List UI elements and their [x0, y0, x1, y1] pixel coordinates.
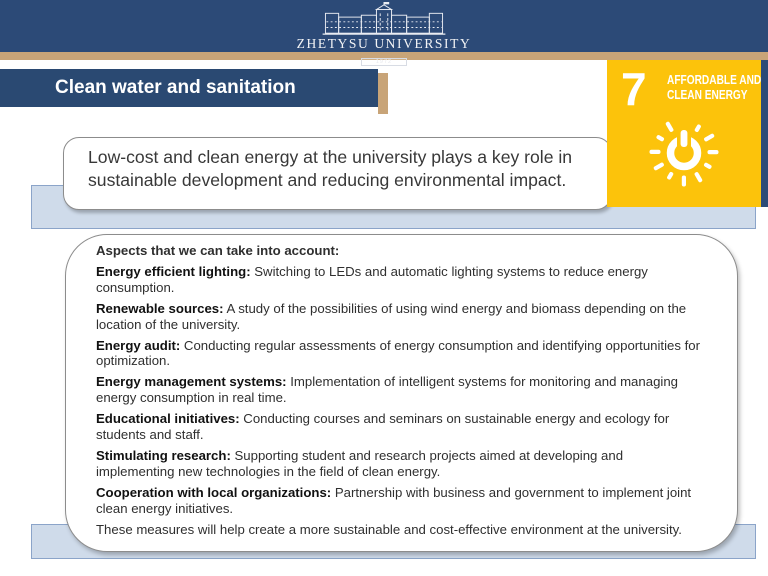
content-item — [96, 338, 701, 370]
title-bar-shadow — [378, 73, 388, 114]
content-item — [96, 522, 701, 538]
sdg-label-line1: AFFORDABLE AND — [667, 72, 762, 87]
item-text: A study of the possibilities of using wind energy and biomass depending on the location of the university. — [96, 300, 687, 332]
university-name: ZHETYSU UNIVERSITY — [296, 36, 472, 51]
item-text: Conducting regular assessments of energy consumption and identifying opportunities for optimization. — [96, 337, 701, 369]
item-text: Switching to LEDs and automatic lighting systems to reduce energy consumption. — [96, 263, 648, 295]
content-item — [96, 411, 701, 443]
item-lead: Energy management systems: — [96, 374, 287, 390]
sun-power-icon — [644, 112, 724, 192]
item-text: Partnership with business and government to implement joint clean energy initiatives. — [96, 484, 692, 516]
content-item — [96, 264, 701, 296]
item-lead: Stimulating research: — [96, 447, 231, 463]
item-lead: Cooperation with local organizations: — [96, 484, 332, 500]
university-building-icon — [319, 2, 449, 36]
item-lead: Educational initiatives: — [96, 411, 240, 427]
sdg-label — [667, 73, 761, 102]
sdg-label-line2: CLEAN ENERGY — [667, 86, 748, 102]
slide-title: Clean water and sanitation — [55, 77, 296, 98]
content-heading: Aspects that we can take into account: — [96, 243, 340, 258]
content-item — [96, 374, 701, 406]
intro-callout-box — [63, 137, 612, 210]
item-text: Conducting courses and seminars on sustainable energy and ecology for students and staff. — [96, 411, 670, 443]
content-item — [96, 301, 701, 333]
established-year: 1972 — [361, 58, 407, 66]
intro-text: Low-cost and clean energy at the university plays a key role in sustainable development and reducing environmental impact. — [88, 147, 573, 191]
sdg-number: 7 — [621, 63, 647, 115]
item-lead: Energy audit: — [96, 337, 181, 353]
item-lead: Energy efficient lighting: — [96, 263, 251, 279]
content-item — [96, 448, 701, 480]
item-text: Implementation of intelligent systems for monitoring and managing energy consumption in real time. — [96, 374, 678, 406]
university-logo — [274, 2, 494, 68]
title-bar — [0, 69, 378, 107]
item-text: Supporting student and research projects aimed at developing and implementing new technologies in the field of clean energy. — [96, 447, 624, 479]
content-item — [96, 485, 701, 517]
item-lead: Renewable sources: — [96, 300, 224, 316]
sdg7-badge — [607, 60, 761, 207]
sdg-navy-edge — [761, 60, 768, 207]
content-box — [65, 234, 738, 552]
item-text: These measures will help create a more sustainable and cost-effective environment at the university. — [96, 521, 682, 537]
